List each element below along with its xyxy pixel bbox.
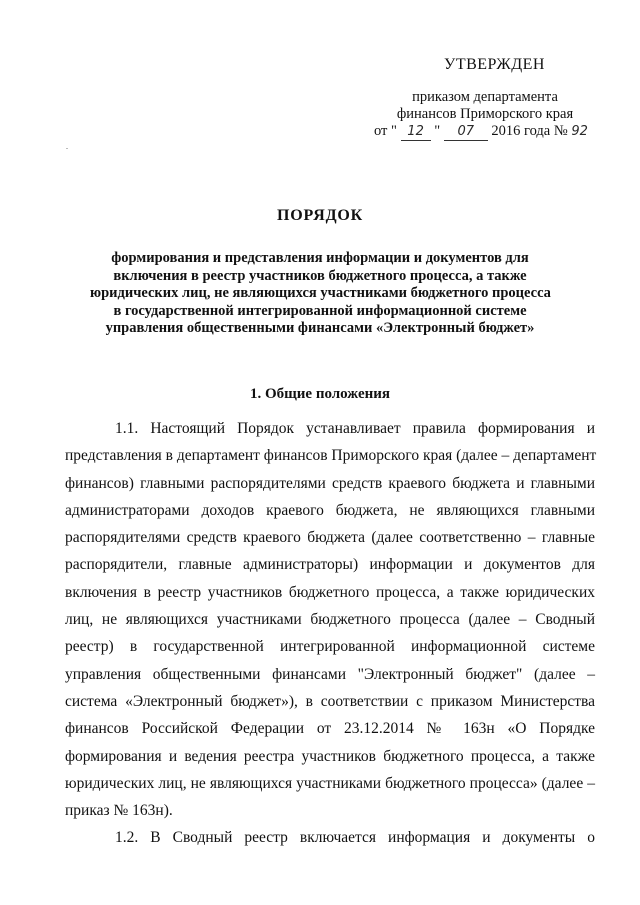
date-year: 2016 года № bbox=[491, 123, 568, 139]
paragraph-line: распорядителями средств краевого бюджета (далее соответственно – главные bbox=[65, 529, 595, 547]
paragraph-line: финансов Российской Федерации от 23.12.2014 № 163н «О Порядке bbox=[65, 720, 595, 738]
paragraph-line: формирования и ведения реестра участников бюджетного процесса, а также bbox=[65, 747, 595, 765]
handwritten-order-number: 92 bbox=[571, 124, 588, 139]
paragraph-line: управления общественными финансами "Электронный бюджет" (далее – bbox=[65, 665, 595, 683]
paragraph-line: приказ № 163н). bbox=[65, 802, 173, 820]
approval-stamp-title: УТВЕРЖДЕН bbox=[444, 56, 545, 73]
paragraph-line: система «Электронный бюджет»), в соответствии с приказом Министерства bbox=[65, 692, 595, 710]
subtitle-line: включения в реестр участников бюджетного процесса, а также bbox=[113, 267, 527, 284]
subtitle-line: формирования и представления информации и документов для bbox=[111, 250, 529, 266]
section-heading: 1. Общие положения bbox=[249, 386, 391, 402]
paragraph-line: юридических лиц, не являющихся участниками бюджетного процесса» (далее – bbox=[65, 774, 595, 792]
document-title: ПОРЯДОК bbox=[276, 207, 364, 224]
document-body bbox=[65, 415, 595, 852]
approval-order-line-2: финансов Приморского края bbox=[396, 106, 574, 122]
subtitle-line: юридических лиц, не являющихся участниками бюджетного процесса bbox=[90, 285, 551, 302]
paragraph-line: 1.2. В Сводный реестр включается информация и документы о bbox=[115, 829, 595, 847]
paragraph-line: распорядители, главные администраторы) информации и документов для bbox=[65, 556, 595, 574]
handwritten-month: 07 bbox=[444, 123, 488, 141]
paragraph-line: 1.1. Настоящий Порядок устанавливает правила формирования и bbox=[115, 420, 595, 437]
handwritten-day: 12 bbox=[401, 123, 431, 141]
paragraph-line: администраторами доходов краевого бюджета, не являющихся главными bbox=[65, 501, 595, 519]
approval-date-line bbox=[374, 123, 590, 141]
approval-order-line-1: приказом департамента bbox=[412, 89, 558, 105]
approval-block bbox=[374, 89, 590, 141]
subtitle-line: управления общественными финансами «Электронный бюджет» bbox=[105, 320, 535, 337]
paragraph-line: представления в департамент финансов Приморского края (далее – департамент bbox=[65, 447, 597, 465]
date-prefix: от " bbox=[374, 123, 397, 139]
document-subtitle bbox=[90, 250, 550, 338]
paragraph-line: реестр) в государственной интегрированной информационной системе bbox=[65, 638, 595, 656]
subtitle-line: в государственной интегрированной информационной системе bbox=[113, 302, 527, 319]
scan-artifact bbox=[66, 148, 68, 149]
paragraph-line: финансов) главными распорядителями средств краевого бюджета и главными bbox=[65, 474, 595, 492]
paragraph-line: включения в реестр участников бюджетного процесса, а также юридических bbox=[65, 583, 595, 601]
date-quote: " bbox=[434, 123, 441, 139]
paragraph-line: лиц, не являющихся участниками бюджетного процесса (далее – Сводный bbox=[65, 611, 595, 629]
